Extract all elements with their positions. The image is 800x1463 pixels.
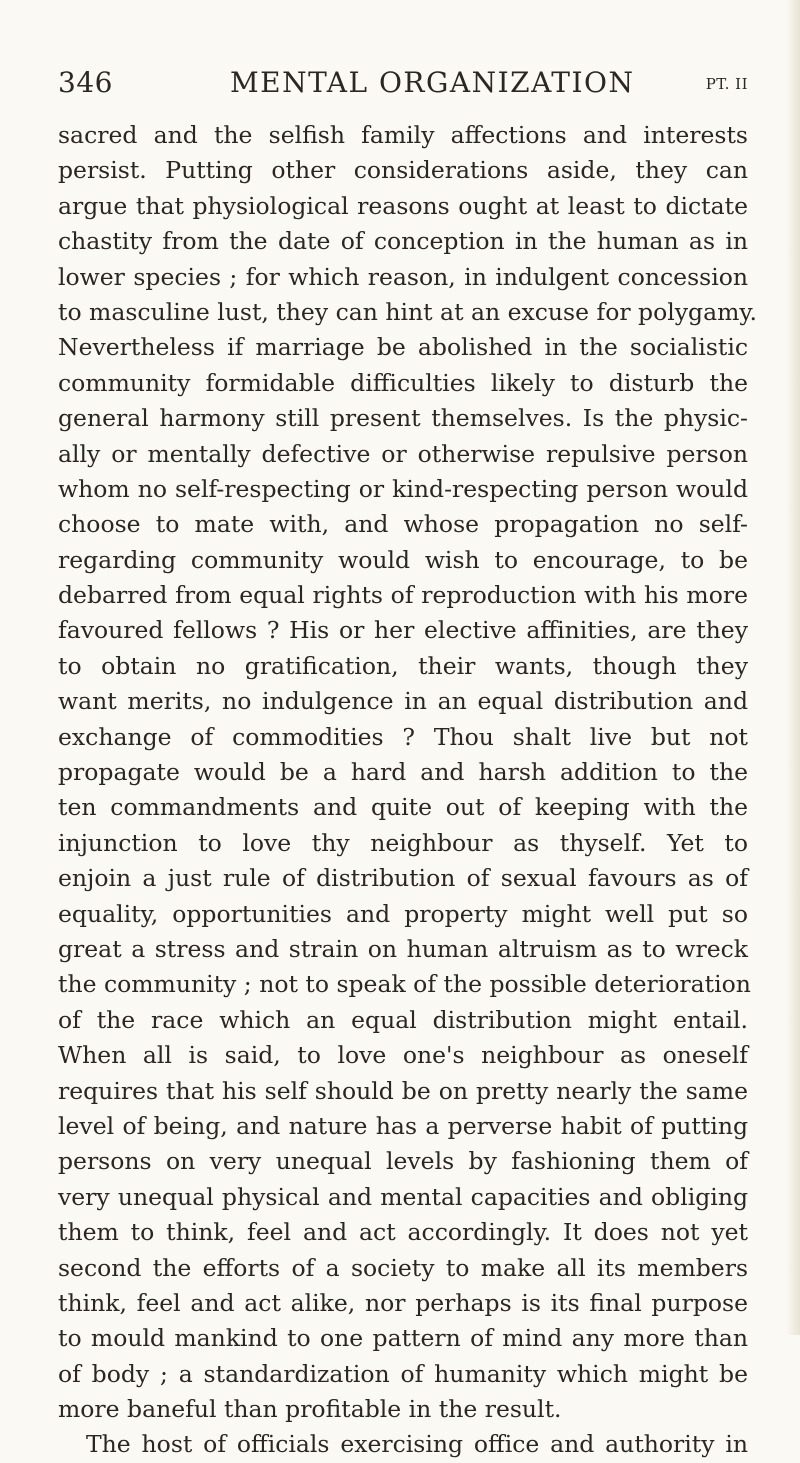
paragraph-end-line: more baneful than profitable in the result. xyxy=(58,1395,562,1424)
paragraph-start-line: The host of officials exercising office and authority in xyxy=(86,1430,748,1459)
text-line: want merits, no indulgence in an equal distribution and xyxy=(58,687,748,716)
text-line: exchange of commodities ? Thou shalt live but not xyxy=(58,722,748,751)
text-line: the community ; not to speak of the possible deterioration xyxy=(58,970,751,999)
text-line: them to think, feel and act accordingly. It does not yet xyxy=(58,1218,748,1247)
body-text xyxy=(58,118,757,1463)
text-line: second the efforts of a society to make all its members xyxy=(58,1253,748,1282)
text-line: injunction to love thy neighbour as thyself. Yet to xyxy=(58,828,748,857)
text-line: Nevertheless if marriage be abolished in the socialistic xyxy=(58,333,748,362)
text-line: ten commandments and quite out of keeping with the xyxy=(58,793,748,822)
text-line: chastity from the date of conception in the human as in xyxy=(58,227,748,256)
text-line: very unequal physical and mental capacities and obliging xyxy=(58,1182,748,1211)
text-line: propagate would be a hard and harsh addition to the xyxy=(58,758,748,787)
text-line: sacred and the selfish family affections and interests xyxy=(58,121,748,149)
running-title: MENTAL ORGANIZATION xyxy=(230,66,635,99)
text-line: great a stress and strain on human altruism as to wreck xyxy=(58,934,748,963)
text-line: level of being, and nature has a perverse habit of putting xyxy=(58,1111,748,1140)
text-line: of body ; a standardization of humanity which might be xyxy=(58,1359,748,1388)
text-line: favoured fellows ? His or her elective affinities, are they xyxy=(58,616,748,645)
text-line: enjoin a just rule of distribution of sexual favours as of xyxy=(58,864,748,893)
text-line: of the race which an equal distribution might entail. xyxy=(58,1005,748,1034)
text-line: whom no self-respecting or kind-respecting person would xyxy=(58,474,748,503)
text-line: lower species ; for which reason, in indulgent concession xyxy=(58,262,748,291)
text-line: regarding community would wish to encourage, to be xyxy=(58,545,748,574)
text-line: When all is said, to love one's neighbour as oneself xyxy=(58,1041,748,1070)
text-line: to masculine lust, they can hint at an excuse for polygamy. xyxy=(58,297,757,326)
text-line: think, feel and act alike, nor perhaps is its final purpose xyxy=(58,1288,748,1317)
text-line: to obtain no gratification, their wants, though they xyxy=(58,651,748,680)
text-line: debarred from equal rights of reproduction with his more xyxy=(58,581,748,610)
text-line: community formidable difficulties likely to disturb the xyxy=(58,368,748,397)
text-line: argue that physiological reasons ought at least to dictate xyxy=(58,191,748,220)
text-line: choose to mate with, and whose propagation no self- xyxy=(58,510,748,539)
running-head xyxy=(58,66,748,106)
text-line: persist. Putting other considerations aside, they can xyxy=(58,156,748,185)
part-label: PT. II xyxy=(705,75,748,93)
text-line: persons on very unequal levels by fashioning them of xyxy=(58,1147,748,1176)
text-line: to mould mankind to one pattern of mind any more than xyxy=(58,1324,748,1353)
text-line: ally or mentally defective or otherwise repulsive person xyxy=(58,439,748,468)
page-number: 346 xyxy=(58,66,113,99)
page-edge-shadow xyxy=(786,0,800,1335)
text-line: equality, opportunities and property might well put so xyxy=(58,899,748,928)
text-line: requires that his self should be on pretty nearly the same xyxy=(58,1076,748,1105)
text-line: general harmony still present themselves. Is the physic- xyxy=(58,404,748,433)
